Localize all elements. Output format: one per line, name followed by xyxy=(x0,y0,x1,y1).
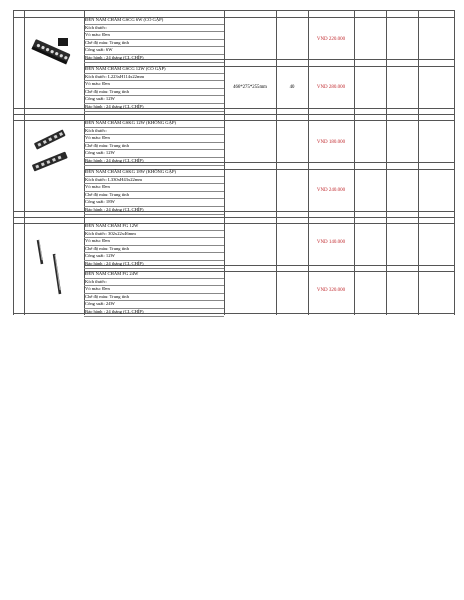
product-warranty: Bảo hành : 24 tháng (CL CHÍP) xyxy=(84,309,224,317)
product-description xyxy=(84,17,224,63)
row-line xyxy=(13,114,454,115)
product-description xyxy=(84,169,224,215)
product-size: Kích thước: L223xH114x22mm xyxy=(84,74,224,82)
product-size: Kích thước: 302x22x46mm xyxy=(84,231,224,239)
product-price: VND 320.000 xyxy=(316,288,346,293)
product-color-mode: Chế độ màu: Trung tính xyxy=(84,192,224,200)
product-color-mode: Chế độ màu: Trung tính xyxy=(84,294,224,302)
product-name: ĐÈN NAM CHÂM FG 24W xyxy=(84,271,224,279)
product-warranty: Bảo hành : 24 tháng (CL CHÍP) xyxy=(84,158,224,166)
product-shell-color: Vỏ màu: Đen xyxy=(84,32,224,40)
carton-dimension: 466*275*255mm xyxy=(233,85,267,90)
product-table xyxy=(13,10,454,315)
row-line xyxy=(13,108,454,109)
product-description xyxy=(84,66,224,112)
product-price: VND 280.000 xyxy=(316,85,346,90)
product-price: VND 180.000 xyxy=(316,140,346,145)
product-shell-color: Vỏ màu: Đen xyxy=(84,286,224,294)
product-power: Công suất: 24W xyxy=(84,301,224,309)
row-line xyxy=(13,313,454,314)
product-description xyxy=(84,223,224,269)
product-shell-color: Vỏ màu: Đen xyxy=(84,238,224,246)
row-line xyxy=(13,17,454,18)
product-shell-color: Vỏ màu: Đen xyxy=(84,184,224,192)
linear-magnetic-light-image xyxy=(30,236,70,298)
col-line xyxy=(454,10,455,315)
straight-magnetic-light-image xyxy=(28,128,72,174)
row-line xyxy=(13,120,454,121)
product-size: Kích thước: xyxy=(84,128,224,136)
product-shell-color: Vỏ màu: Đen xyxy=(84,135,224,143)
product-color-mode: Chế độ màu: Trung tính xyxy=(84,40,224,48)
product-price: VND 140.000 xyxy=(316,240,346,245)
product-color-mode: Chế độ màu: Trung tính xyxy=(84,246,224,254)
product-name: ĐÈN NAM CHÂM FG 12W xyxy=(84,223,224,231)
product-size: Kích thước: xyxy=(84,25,224,33)
product-power: Công suất: 12W xyxy=(84,150,224,158)
product-color-mode: Chế độ màu: Trung tính xyxy=(84,143,224,151)
product-price: VND 240.000 xyxy=(316,188,346,193)
product-warranty: Bảo hành : 24 tháng (CL CHÍP) xyxy=(84,104,224,112)
product-name: ĐÈN NAM CHÂM GSKG 18W (KHÔNG GẬP) xyxy=(84,169,224,177)
product-name: ĐÈN NAM CHÂM GSCG 12W (CÓ GẬP) xyxy=(84,66,224,74)
col-line xyxy=(13,10,14,315)
product-power: Công suất: 12W xyxy=(84,96,224,104)
product-shell-color: Vỏ màu: Đen xyxy=(84,81,224,89)
product-color-mode: Chế độ màu: Trung tính xyxy=(84,89,224,97)
product-description xyxy=(84,271,224,317)
product-power: Công suất: 6W xyxy=(84,47,224,55)
folding-magnetic-light-image xyxy=(28,34,72,74)
product-warranty: Bảo hành : 24 tháng (CL CHÍP) xyxy=(84,261,224,269)
carton-quantity: 40 xyxy=(289,85,295,90)
row-line xyxy=(13,217,454,218)
row-line xyxy=(13,10,454,11)
product-description xyxy=(84,120,224,166)
product-name: ĐÈN NAM CHÂM GSCG 6W (CÓ GẬP) xyxy=(84,17,224,25)
product-warranty: Bảo hành : 24 tháng (CL CHÍP) xyxy=(84,207,224,215)
product-power: Công suất: 18W xyxy=(84,199,224,207)
row-line xyxy=(13,211,454,212)
product-price: VND 220.000 xyxy=(316,37,346,42)
row-line xyxy=(13,223,454,224)
product-size: Kích thước: L330xH43x22mm xyxy=(84,177,224,185)
product-size: Kích thước: xyxy=(84,279,224,287)
col-line xyxy=(24,10,25,315)
product-power: Công suất: 12W xyxy=(84,253,224,261)
product-warranty: Bảo hành : 24 tháng (CL CHÍP) xyxy=(84,55,224,63)
product-name: ĐÈN NAM CHÂM GSKG 12W (KHÔNG GẬP) xyxy=(84,120,224,128)
